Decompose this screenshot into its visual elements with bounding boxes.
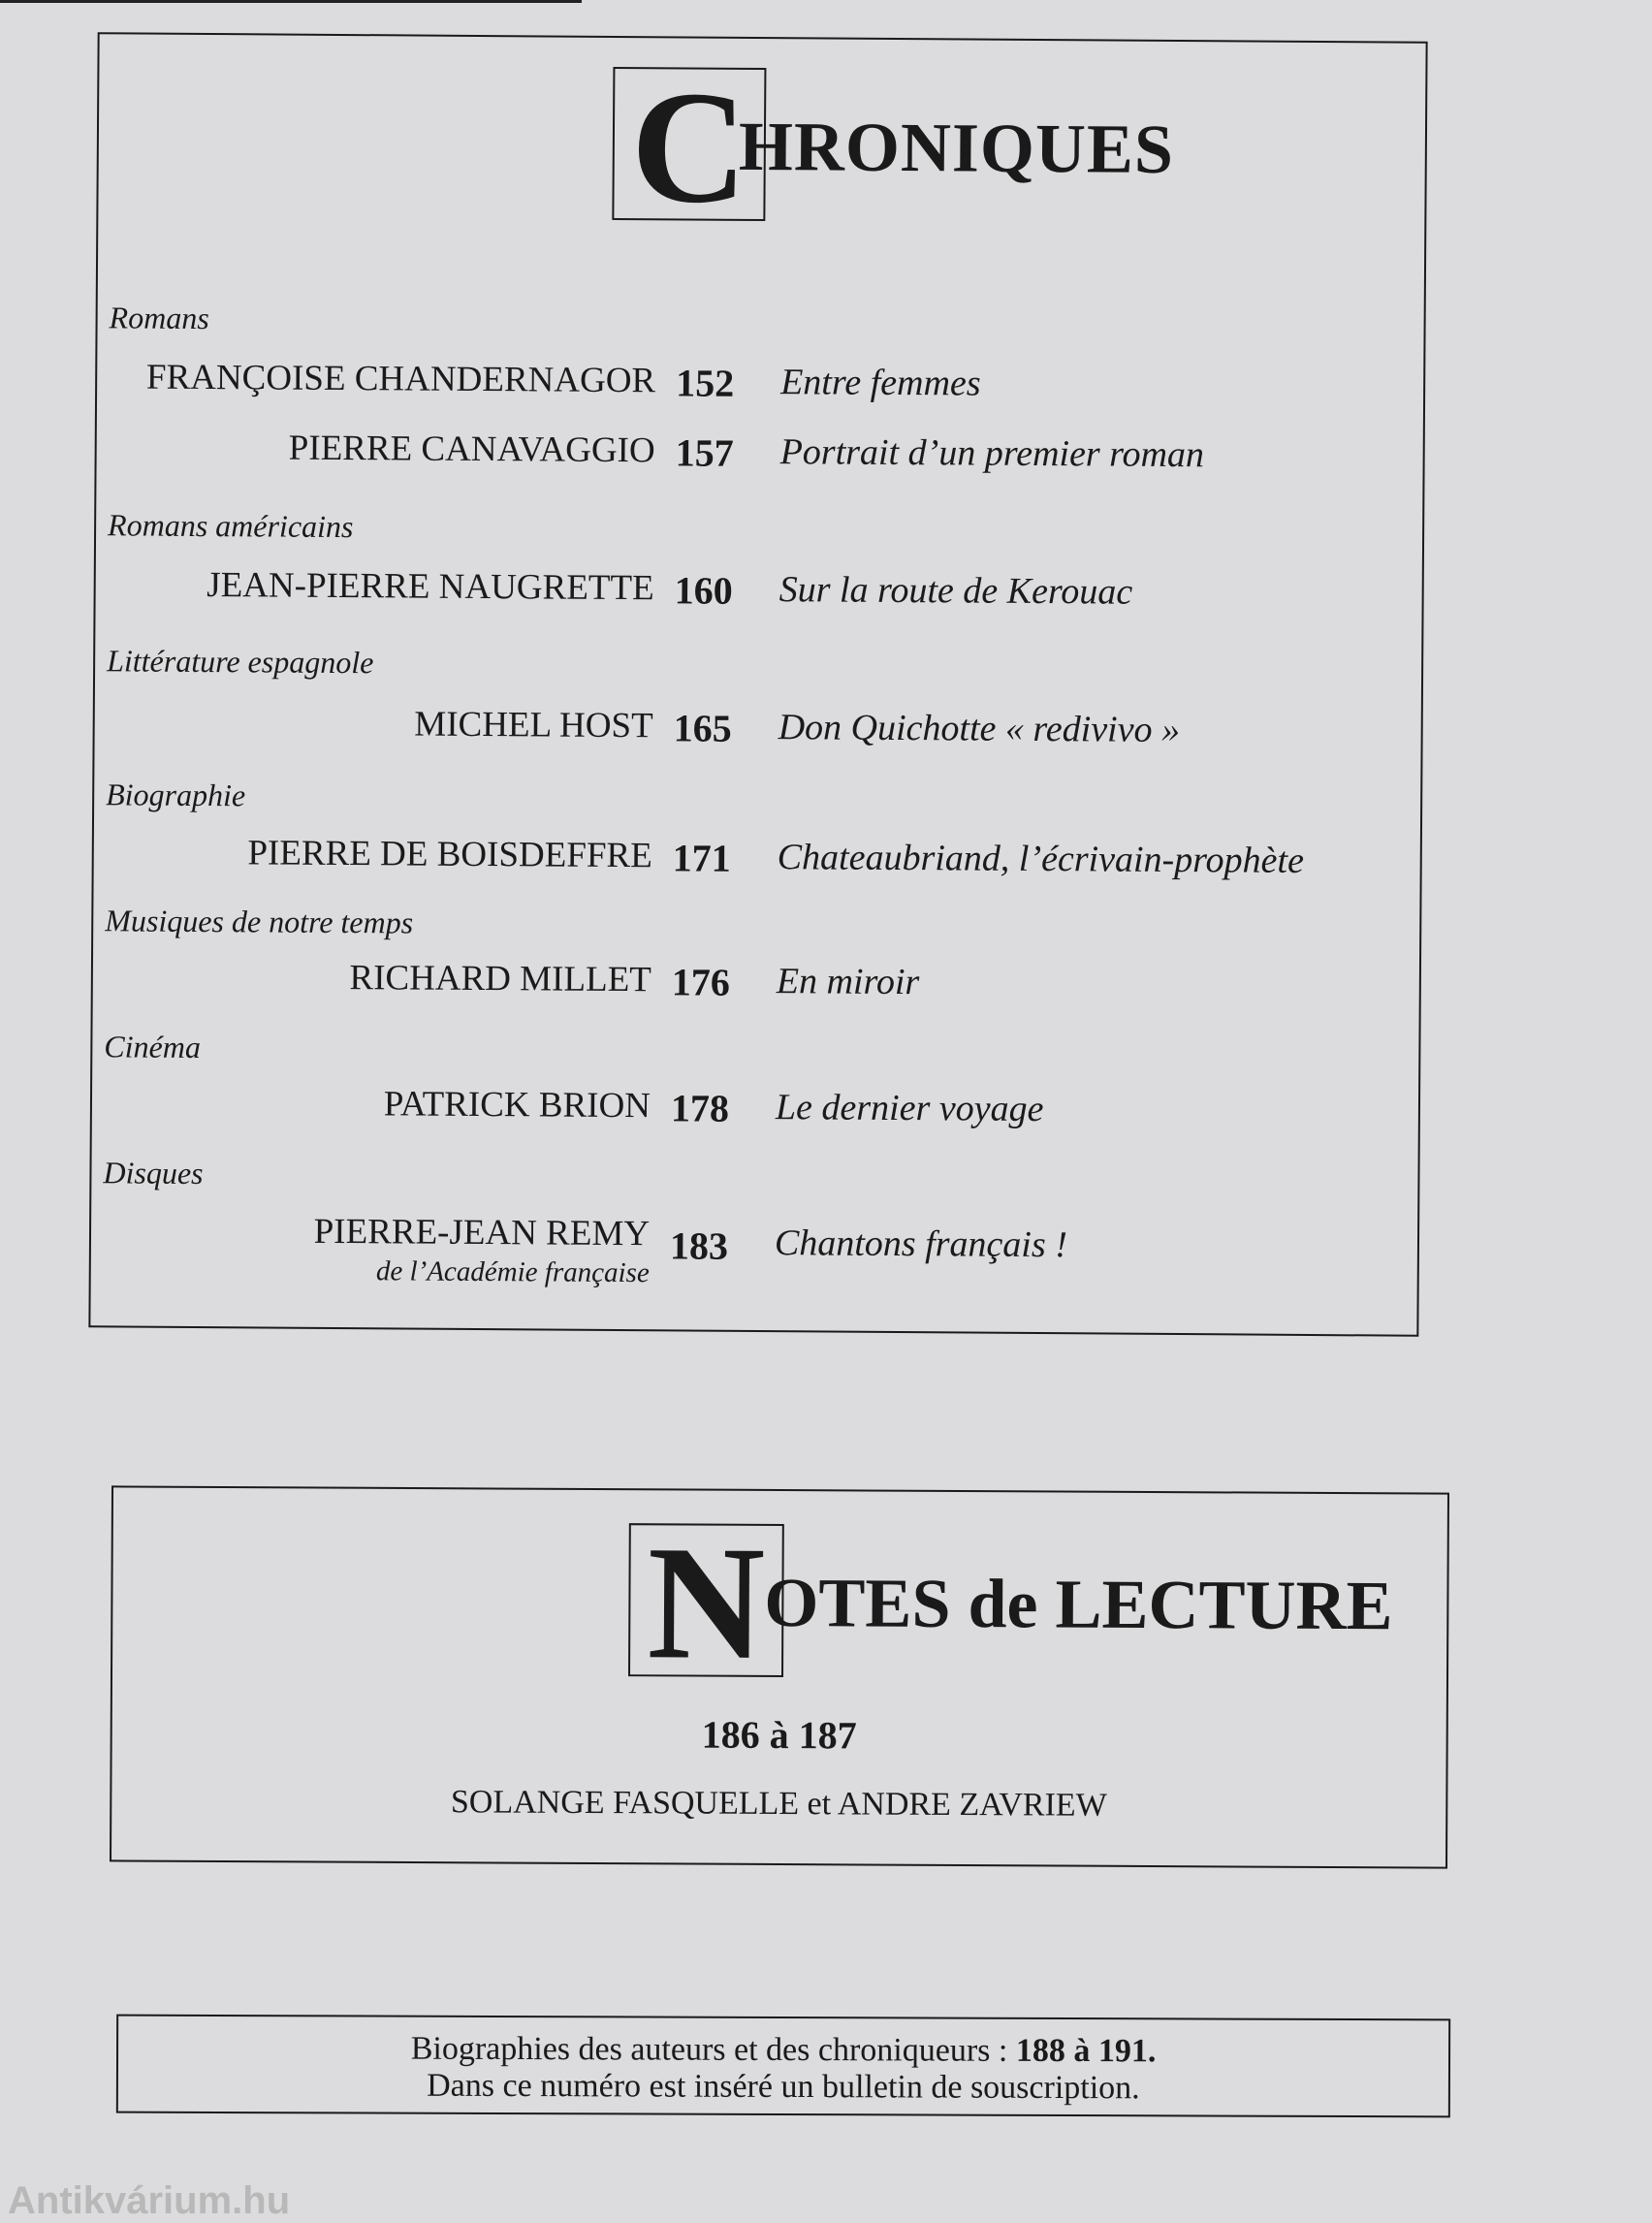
toc-entry: [96, 426, 1422, 484]
author-name: PATRICK BRION: [383, 1084, 651, 1127]
subscription-note: Dans ce numéro est inséré un bulletin de souscription.: [427, 2067, 1140, 2107]
article-title: Sur la route de Kerouac: [778, 569, 1133, 613]
page-number: 171: [672, 836, 731, 880]
author-name: RICHARD MILLET: [349, 958, 652, 1000]
article-title: Don Quichotte « redivivo »: [778, 707, 1181, 751]
toc-entry: [95, 701, 1421, 759]
watermark-text: Antikvárium.hu: [8, 2179, 291, 2222]
category-label: Romans américains: [108, 507, 354, 545]
toc-entry: [92, 1081, 1418, 1139]
biographies-text: Biographies des auteurs et des chroniqueurs :: [410, 2030, 1016, 2069]
article-title: Chateaubriand, l’écrivain-prophète: [777, 837, 1305, 881]
toc-entry: [91, 1209, 1417, 1289]
article-title: Portrait d’un premier roman: [779, 431, 1205, 476]
author-affiliation: de l’Académie française: [375, 1255, 650, 1289]
category-label: Romans: [109, 300, 209, 336]
chroniques-title-text: HRONIQUES: [738, 107, 1175, 188]
category-label: Littérature espagnole: [107, 643, 374, 681]
page-number: 176: [671, 960, 731, 1004]
article-title: Entre femmes: [780, 362, 981, 404]
author-name: PIERRE CANAVAGGIO: [288, 428, 655, 471]
page-number: 152: [676, 361, 735, 405]
biographies-line: [118, 2030, 1448, 2072]
category-label: Musiques de notre temps: [105, 903, 414, 940]
notes-page-range: 186 à 187: [701, 1712, 857, 1758]
author-name: PIERRE DE BOISDEFFRE: [247, 833, 652, 876]
toc-entry: [97, 356, 1423, 414]
toc-entry: [94, 831, 1420, 889]
author-name: FRANÇOISE CHANDERNAGOR: [145, 357, 656, 401]
page-number: 157: [675, 430, 734, 475]
author-name: MICHEL HOST: [414, 704, 653, 746]
page-number: 160: [674, 568, 733, 613]
author-name: PIERRE-JEAN REMY: [313, 1211, 651, 1254]
toc-entry: [93, 955, 1419, 1013]
chroniques-dropcap: C: [612, 67, 766, 221]
top-border-line: [0, 0, 582, 3]
category-label: Disques: [103, 1155, 204, 1191]
category-label: Biographie: [106, 777, 246, 813]
notes-dropcap: N: [628, 1523, 784, 1677]
page-number: 183: [669, 1223, 729, 1268]
page-number: 178: [670, 1086, 730, 1130]
article-title: Chantons français !: [774, 1223, 1068, 1266]
article-title: Le dernier voyage: [775, 1087, 1044, 1130]
biographies-box: [116, 2015, 1450, 2118]
toc-entry: [96, 563, 1422, 621]
author-name: JEAN-PIERRE NAUGRETTE: [206, 565, 654, 609]
page-number: 165: [673, 706, 732, 750]
notes-title-text: OTES de LECTURE: [764, 1563, 1393, 1645]
biographies-pages: 188 à 191.: [1015, 2032, 1157, 2070]
category-label: Cinéma: [104, 1029, 202, 1064]
article-title: En miroir: [776, 961, 920, 1003]
chroniques-box: [88, 32, 1427, 1337]
notes-de-lecture-box: [110, 1485, 1449, 1868]
notes-authors: SOLANGE FASQUELLE et ANDRE ZAVRIEW: [450, 1784, 1107, 1824]
